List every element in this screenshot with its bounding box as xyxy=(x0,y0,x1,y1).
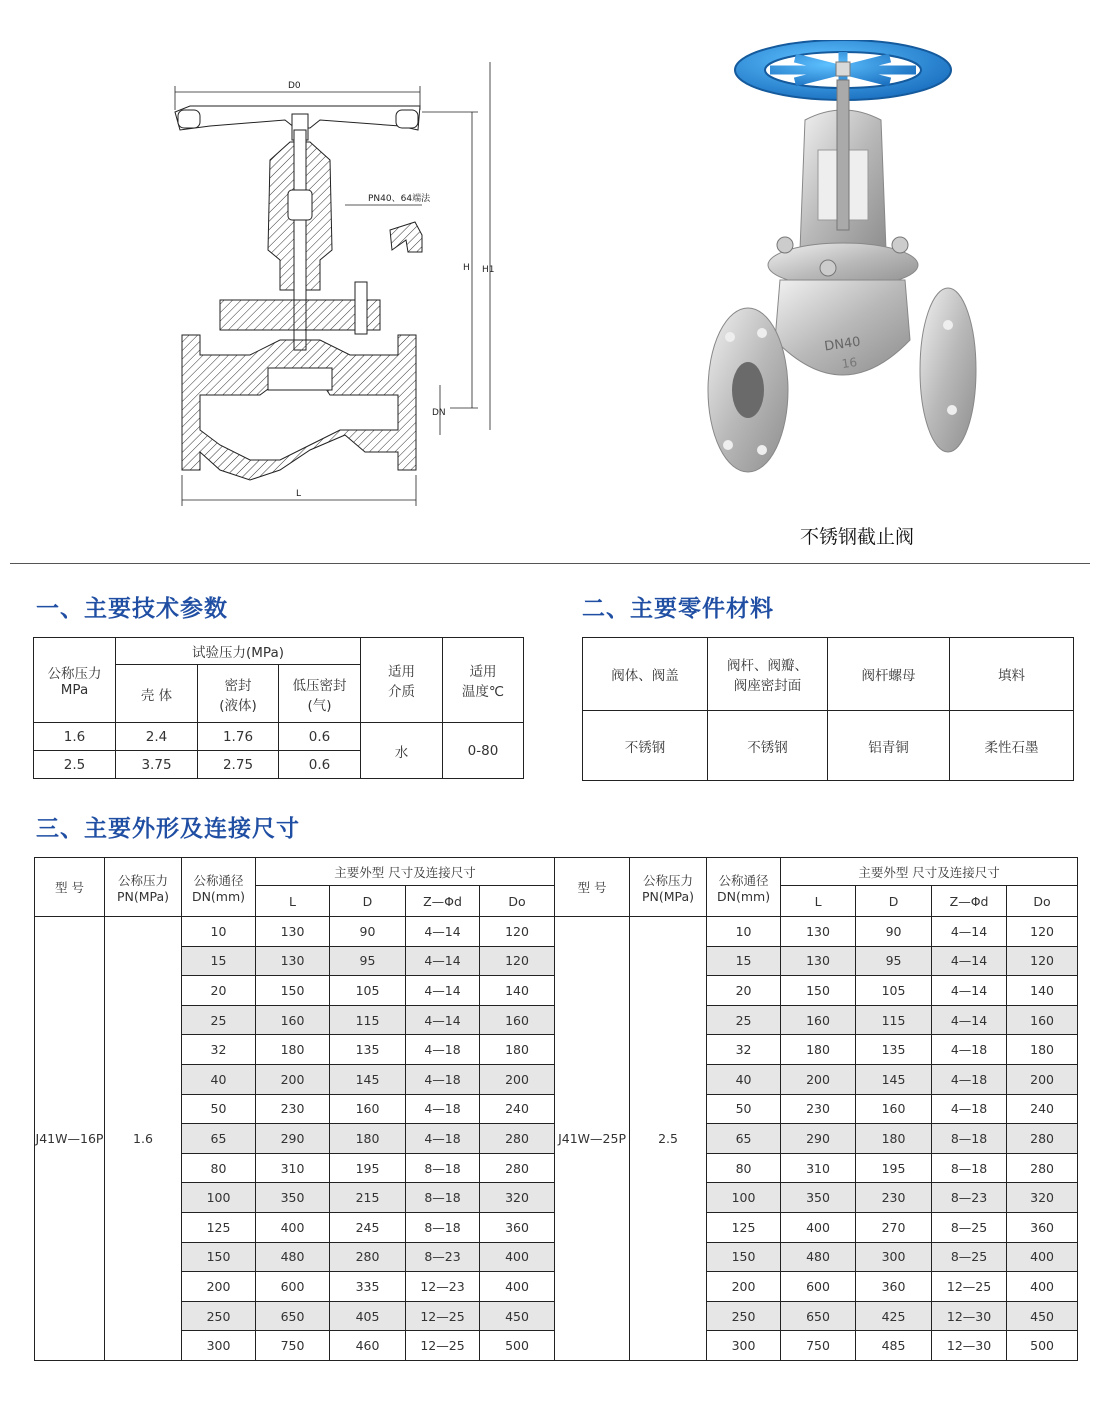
table-cell: 4—14 xyxy=(932,1005,1007,1035)
valve-technical-drawing xyxy=(160,50,510,520)
table-cell: 485 xyxy=(856,1331,932,1361)
table-cell: 250 xyxy=(707,1301,781,1331)
table-cell: 480 xyxy=(256,1242,330,1272)
table-cell: 4—18 xyxy=(932,1094,1007,1124)
table-cell: 4—18 xyxy=(406,1035,480,1065)
table-cell: 135 xyxy=(330,1035,406,1065)
header-medium: 适用 介质 xyxy=(361,638,443,723)
table-cell: 180 xyxy=(480,1035,555,1065)
header-stem-nut: 阀杆螺母 xyxy=(828,638,950,711)
table-cell: 270 xyxy=(856,1212,932,1242)
table-cell: 160 xyxy=(480,1005,555,1035)
table-cell: 4—18 xyxy=(932,1035,1007,1065)
table-cell: 12—30 xyxy=(932,1301,1007,1331)
table-cell: 480 xyxy=(781,1242,856,1272)
header-do: Do xyxy=(480,886,555,917)
label-dn: DN xyxy=(432,408,446,418)
header-dn: 公称通径 DN(mm) xyxy=(707,858,781,917)
table-cell: 240 xyxy=(1007,1094,1078,1124)
section-divider xyxy=(10,563,1090,564)
header-main-dims: 主要外型 尺寸及连接尺寸 xyxy=(781,858,1078,886)
table-cell: 160 xyxy=(781,1005,856,1035)
section2-title: 二、主要零件材料 xyxy=(582,596,774,622)
table-cell: 150 xyxy=(707,1242,781,1272)
table-cell: 20 xyxy=(707,976,781,1006)
table-cell: 50 xyxy=(182,1094,256,1124)
table-cell: 650 xyxy=(256,1301,330,1331)
table-cell: 4—18 xyxy=(406,1064,480,1094)
table-cell: 32 xyxy=(182,1035,256,1065)
table-cell: 200 xyxy=(1007,1064,1078,1094)
table-cell: 100 xyxy=(707,1183,781,1213)
table-cell: 195 xyxy=(330,1153,406,1183)
table-cell: 400 xyxy=(256,1212,330,1242)
table-cell: 350 xyxy=(781,1183,856,1213)
section1-title: 一、主要技术参数 xyxy=(36,596,228,622)
table-cell: 280 xyxy=(480,1153,555,1183)
table-cell: 300 xyxy=(707,1331,781,1361)
table-row: 1.6 2.4 1.76 0.6 水 0-80 xyxy=(34,723,524,751)
header-l: L xyxy=(256,886,330,917)
table-cell: 400 xyxy=(480,1242,555,1272)
temperature-value: 0-80 xyxy=(443,723,524,779)
table-cell: 230 xyxy=(256,1094,330,1124)
table-cell: 15 xyxy=(707,946,781,976)
table-cell: 180 xyxy=(256,1035,330,1065)
table-cell: 240 xyxy=(480,1094,555,1124)
table-cell: 300 xyxy=(182,1331,256,1361)
header-pn: 公称压力 PN(MPa) xyxy=(630,858,707,917)
table-cell: 140 xyxy=(480,976,555,1006)
table-cell: 90 xyxy=(330,917,406,947)
table-cell: 600 xyxy=(781,1272,856,1302)
table-cell: 150 xyxy=(256,976,330,1006)
table-cell: 310 xyxy=(781,1153,856,1183)
table-cell: 120 xyxy=(480,946,555,976)
table-cell: 130 xyxy=(781,917,856,947)
table-cell: 100 xyxy=(182,1183,256,1213)
table-cell: 280 xyxy=(1007,1153,1078,1183)
table-cell: 115 xyxy=(856,1005,932,1035)
table-cell: 180 xyxy=(856,1124,932,1154)
table-cell: 25 xyxy=(707,1005,781,1035)
header-packing: 填料 xyxy=(950,638,1074,711)
table-cell: 400 xyxy=(1007,1242,1078,1272)
table-cell: 8—18 xyxy=(406,1212,480,1242)
table-cell: 32 xyxy=(707,1035,781,1065)
valve-photo xyxy=(700,40,990,490)
photo-caption: 不锈钢截止阀 xyxy=(800,526,915,548)
table-row: 2.5 3.75 2.75 0.6 xyxy=(34,751,524,779)
header-model: 型 号 xyxy=(35,858,105,917)
table-cell: 105 xyxy=(330,976,406,1006)
table-cell: 230 xyxy=(781,1094,856,1124)
header-stem: 阀杆、阀瓣、 阀座密封面 xyxy=(708,638,828,711)
dimensions-table xyxy=(34,857,1078,1361)
table-cell: 180 xyxy=(330,1124,406,1154)
table-cell: 250 xyxy=(182,1301,256,1331)
table-cell: 160 xyxy=(856,1094,932,1124)
left-pn-cell: 1.6 xyxy=(105,917,182,1361)
label-h: H xyxy=(463,263,470,273)
header-body: 阀体、阀盖 xyxy=(583,638,708,711)
table-cell: 105 xyxy=(856,976,932,1006)
table-cell: 4—14 xyxy=(932,946,1007,976)
header-z: Z—Φd xyxy=(406,886,480,917)
photo-dn-marking: DN40 xyxy=(823,334,862,355)
table-cell: 145 xyxy=(856,1064,932,1094)
header-dn: 公称通径 DN(mm) xyxy=(182,858,256,917)
table-cell: 130 xyxy=(256,917,330,947)
table-cell: 8—18 xyxy=(406,1183,480,1213)
table-cell: 320 xyxy=(1007,1183,1078,1213)
table-cell: 8—25 xyxy=(932,1242,1007,1272)
table-cell: 280 xyxy=(330,1242,406,1272)
right-model-cell: J41W—25P xyxy=(555,917,630,1361)
table-row: 不锈钢 不锈钢 铝青铜 柔性石墨 xyxy=(583,711,1074,781)
table-cell: 500 xyxy=(1007,1331,1078,1361)
table-cell: 135 xyxy=(856,1035,932,1065)
table-cell: 125 xyxy=(182,1212,256,1242)
table-cell: 750 xyxy=(256,1331,330,1361)
table-cell: 400 xyxy=(781,1212,856,1242)
table-cell: 400 xyxy=(480,1272,555,1302)
table-cell: 125 xyxy=(707,1212,781,1242)
table-cell: 200 xyxy=(707,1272,781,1302)
table-cell: 8—18 xyxy=(932,1153,1007,1183)
table-cell: 8—23 xyxy=(406,1242,480,1272)
table-cell: 12—23 xyxy=(406,1272,480,1302)
table-cell: 130 xyxy=(781,946,856,976)
table-cell: 8—25 xyxy=(932,1212,1007,1242)
table-cell: 195 xyxy=(856,1153,932,1183)
table-cell: 4—14 xyxy=(406,1005,480,1035)
left-model-cell: J41W—16P xyxy=(35,917,105,1361)
table-cell: 4—14 xyxy=(406,976,480,1006)
table-cell: 95 xyxy=(330,946,406,976)
table-cell: 12—25 xyxy=(932,1272,1007,1302)
table-cell: 425 xyxy=(856,1301,932,1331)
table-cell: 160 xyxy=(1007,1005,1078,1035)
table-cell: 8—23 xyxy=(932,1183,1007,1213)
table-cell: 4—18 xyxy=(406,1094,480,1124)
medium-value: 水 xyxy=(361,723,443,779)
table-cell: 450 xyxy=(1007,1301,1078,1331)
table-cell: 400 xyxy=(1007,1272,1078,1302)
table-cell: 120 xyxy=(1007,946,1078,976)
table-cell: 120 xyxy=(480,917,555,947)
table-cell: 4—18 xyxy=(932,1064,1007,1094)
table-cell: 150 xyxy=(781,976,856,1006)
table-cell: 230 xyxy=(856,1183,932,1213)
table-cell: 40 xyxy=(707,1064,781,1094)
header-nominal-pressure: 公称压力 MPa xyxy=(34,638,116,723)
table-row xyxy=(35,917,1078,947)
header-do: Do xyxy=(1007,886,1078,917)
table-cell: 245 xyxy=(330,1212,406,1242)
photo-pn-marking: 16 xyxy=(840,355,858,372)
table-cell: 25 xyxy=(182,1005,256,1035)
table-cell: 145 xyxy=(330,1064,406,1094)
table-cell: 300 xyxy=(856,1242,932,1272)
table-cell: 280 xyxy=(1007,1124,1078,1154)
table-cell: 65 xyxy=(182,1124,256,1154)
table-cell: 80 xyxy=(182,1153,256,1183)
table-cell: 4—14 xyxy=(406,917,480,947)
table-cell: 180 xyxy=(1007,1035,1078,1065)
header-model: 型 号 xyxy=(555,858,630,917)
table-cell: 130 xyxy=(256,946,330,976)
table-cell: 4—14 xyxy=(932,976,1007,1006)
table-cell: 150 xyxy=(182,1242,256,1272)
header-shell: 壳 体 xyxy=(116,665,198,723)
table-cell: 95 xyxy=(856,946,932,976)
tech-params-table xyxy=(33,637,524,779)
table-cell: 8—18 xyxy=(932,1124,1007,1154)
table-cell: 350 xyxy=(256,1183,330,1213)
header-low-seal: 低压密封 (气) xyxy=(279,665,361,723)
table-cell: 200 xyxy=(781,1064,856,1094)
table-cell: 215 xyxy=(330,1183,406,1213)
table-cell: 450 xyxy=(480,1301,555,1331)
label-pn40-note: PN40、64端法 xyxy=(368,194,431,204)
table-cell: 12—30 xyxy=(932,1331,1007,1361)
table-cell: 310 xyxy=(256,1153,330,1183)
table-cell: 200 xyxy=(480,1064,555,1094)
table-cell: 335 xyxy=(330,1272,406,1302)
table-cell: 20 xyxy=(182,976,256,1006)
table-cell: 200 xyxy=(182,1272,256,1302)
section3-title: 三、主要外形及连接尺寸 xyxy=(36,816,300,842)
table-cell: 4—14 xyxy=(932,917,1007,947)
table-cell: 360 xyxy=(480,1212,555,1242)
table-cell: 160 xyxy=(330,1094,406,1124)
table-cell: 180 xyxy=(781,1035,856,1065)
header-l: L xyxy=(781,886,856,917)
header-pn: 公称压力 PN(MPa) xyxy=(105,858,182,917)
materials-table xyxy=(582,637,1074,781)
table-cell: 12—25 xyxy=(406,1331,480,1361)
table-cell: 360 xyxy=(856,1272,932,1302)
table-cell: 360 xyxy=(1007,1212,1078,1242)
header-d: D xyxy=(330,886,406,917)
header-test-pressure: 试验压力(MPa) xyxy=(116,638,361,665)
table-cell: 10 xyxy=(182,917,256,947)
header-z: Z—Φd xyxy=(932,886,1007,917)
table-cell: 600 xyxy=(256,1272,330,1302)
table-cell: 120 xyxy=(1007,917,1078,947)
table-cell: 10 xyxy=(707,917,781,947)
table-cell: 500 xyxy=(480,1331,555,1361)
table-cell: 160 xyxy=(256,1005,330,1035)
right-pn-cell: 2.5 xyxy=(630,917,707,1361)
header-main-dims: 主要外型 尺寸及连接尺寸 xyxy=(256,858,555,886)
table-cell: 460 xyxy=(330,1331,406,1361)
table-cell: 115 xyxy=(330,1005,406,1035)
table-cell: 200 xyxy=(256,1064,330,1094)
label-do: D0 xyxy=(288,81,301,91)
table-cell: 4—14 xyxy=(406,946,480,976)
table-cell: 50 xyxy=(707,1094,781,1124)
table-cell: 65 xyxy=(707,1124,781,1154)
table-cell: 140 xyxy=(1007,976,1078,1006)
table-cell: 4—18 xyxy=(406,1124,480,1154)
table-cell: 12—25 xyxy=(406,1301,480,1331)
table-cell: 8—18 xyxy=(406,1153,480,1183)
table-cell: 320 xyxy=(480,1183,555,1213)
label-h1: H1 xyxy=(482,265,495,275)
table-cell: 750 xyxy=(781,1331,856,1361)
header-seal: 密封 (液体) xyxy=(198,665,279,723)
table-cell: 290 xyxy=(256,1124,330,1154)
table-cell: 290 xyxy=(781,1124,856,1154)
table-cell: 650 xyxy=(781,1301,856,1331)
header-d: D xyxy=(856,886,932,917)
label-l: L xyxy=(296,489,302,499)
table-cell: 15 xyxy=(182,946,256,976)
table-cell: 90 xyxy=(856,917,932,947)
table-cell: 280 xyxy=(480,1124,555,1154)
header-temperature: 适用 温度℃ xyxy=(443,638,524,723)
table-cell: 40 xyxy=(182,1064,256,1094)
table-cell: 80 xyxy=(707,1153,781,1183)
table-cell: 405 xyxy=(330,1301,406,1331)
